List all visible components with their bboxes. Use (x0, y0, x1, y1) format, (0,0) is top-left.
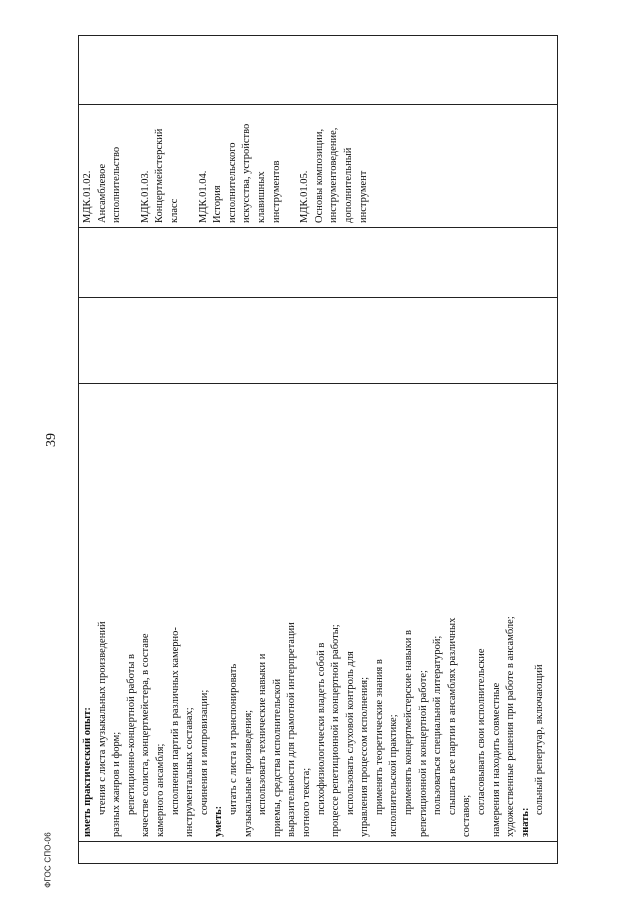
skill-line: художественные решения при работе в ансамбле; (505, 616, 517, 837)
mdk-line: искусства, устройство (241, 123, 253, 223)
skill-line: репетиционной и концертной работе; (417, 670, 429, 837)
skill-line: инструментальных составах; (184, 707, 196, 837)
mdk-line: Ансамблевое (96, 163, 108, 223)
mdk-entry (197, 109, 285, 223)
skill-line: камерного ансамбля; (154, 743, 166, 837)
mdk-line: инструментов (270, 160, 282, 223)
skill-line: разных жанров и форм; (111, 731, 123, 837)
requirements-table (78, 35, 558, 864)
skill-line: согласовывать свои исполнительские (476, 648, 488, 815)
skill-line: сочинения и импровизации; (198, 689, 210, 815)
mdk-entry (298, 109, 371, 223)
mdk-line: инструмент (357, 170, 369, 223)
index-cell (79, 842, 558, 864)
skill-line: читать с листа и транспонировать (227, 663, 239, 815)
skill-line: процессе репетиционной и концертной работы; (330, 624, 342, 837)
rotated-table-wrapper (78, 36, 558, 864)
skill-line: сольный репертуар, включающий (534, 664, 546, 815)
mdk-line: клавишных (255, 171, 267, 223)
skill-line: составов; (461, 794, 473, 837)
hours-max-cell (79, 298, 558, 384)
skill-line: исполнения партий в различных камерно- (169, 627, 181, 815)
mdk-line: История (212, 185, 224, 223)
skill-line: выразительности для грамотной интерпретации (286, 622, 298, 837)
mdk-line: МДК.01.02. (82, 170, 93, 223)
skill-line: музыкальные произведения; (242, 709, 254, 837)
mdk-line: Концертмейстерский (154, 128, 166, 223)
section-heading: уметь: (213, 805, 225, 837)
mdk-line: МДК.01.04. (197, 170, 209, 223)
skill-line: применять концертмейстерские навыки в (403, 629, 415, 815)
mdk-entry (81, 109, 125, 223)
mdk-line: класс (168, 198, 180, 223)
skill-line: применять теоретические знания в (373, 659, 385, 815)
skill-line: управления процессом исполнения; (359, 676, 371, 837)
skills-cell (79, 384, 558, 842)
skill-line: нотного текста; (300, 767, 312, 837)
competence-codes-cell (79, 36, 558, 105)
skill-line: пользоваться специальной литературой; (432, 635, 444, 815)
skill-line: использовать слуховой контроль для (344, 651, 356, 815)
mdk-line: Основы композиции, (313, 128, 325, 223)
footer-text: ФГОС СПО-06 (43, 832, 53, 888)
section-heading: знать: (519, 807, 531, 837)
mdk-line: инструментоведение, (328, 127, 340, 223)
skill-line: репетиционно-концертной работы в (125, 654, 137, 815)
mdk-line: исполнительского (226, 142, 238, 223)
hours-mandatory-cell (79, 228, 558, 298)
skill-line: намерения и находить совместные (490, 682, 502, 837)
mdk-entry (139, 109, 183, 223)
skill-line: исполнительской практике; (388, 714, 400, 837)
mdk-line: дополнительный (342, 147, 354, 223)
skill-line: качестве солиста, концертмейстера, в составе (140, 633, 152, 837)
table-row (79, 36, 558, 864)
skill-line: чтения с листа музыкальных произведений (96, 621, 108, 815)
mdk-line: МДК.01.05. (299, 170, 311, 223)
section-heading: иметь практический опыт: (82, 707, 93, 837)
skill-line: психофизиологически владеть собой в (315, 642, 327, 815)
mdk-line: МДК.01.03. (139, 170, 151, 223)
mdk-line: исполнительство (111, 146, 123, 223)
skill-line: использовать технические навыки и (257, 653, 269, 815)
skill-line: слышать все партии в ансамблях различных (446, 617, 458, 815)
skill-line: приемы, средства исполнительской (271, 678, 283, 837)
mdk-cell (79, 105, 558, 228)
page-number: 39 (44, 433, 59, 447)
